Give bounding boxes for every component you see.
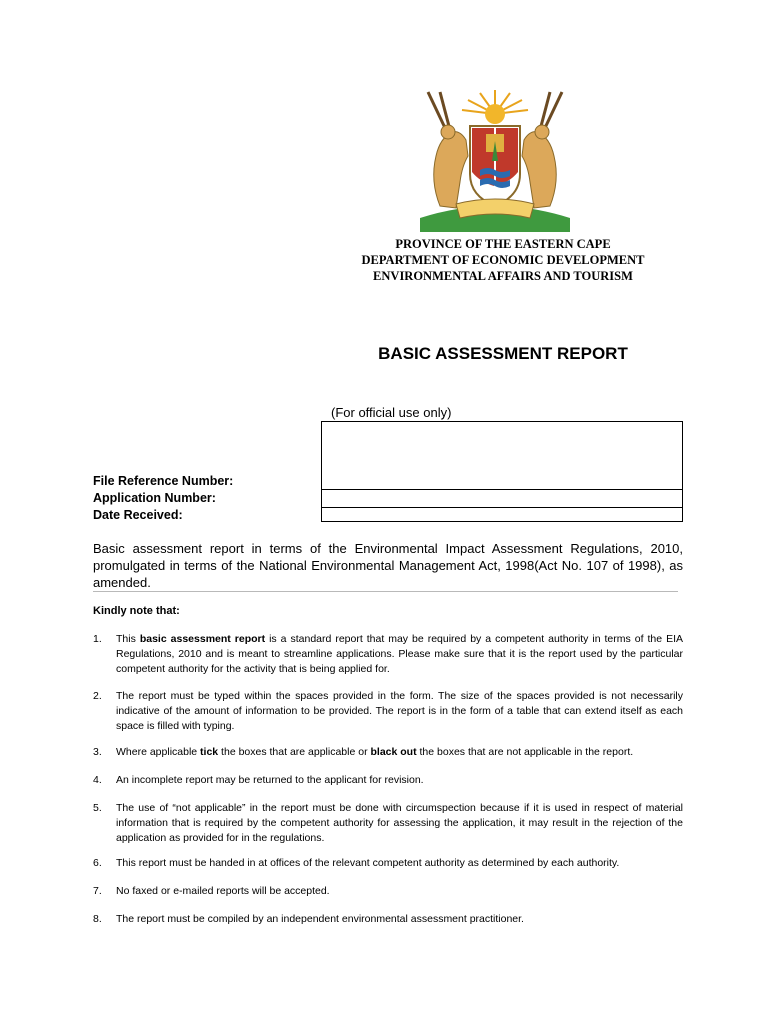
note-item <box>93 912 683 927</box>
application-number-label: Application Number: <box>93 491 216 505</box>
note-text: No faxed or e-mailed reports will be accepted. <box>116 885 330 897</box>
note-item <box>93 884 683 899</box>
note-number: 2. <box>93 690 102 702</box>
note-number: 5. <box>93 802 102 814</box>
note-text: The report must be compiled by an independent environmental assessment practitioner. <box>116 913 524 925</box>
note-number: 8. <box>93 913 102 925</box>
official-use-box <box>321 421 683 522</box>
note-number: 3. <box>93 746 102 758</box>
note-text: This report must be handed in at offices of the relevant competent authority as determined by each authority. <box>116 857 620 869</box>
note-text: This basic assessment report is a standard report that may be required by a competent authority in terms of the EIA Regulations, 2010 and is meant to streamline applications. Please make sure that it is the report used by the particular competent authority for the activity that is being applied for. <box>116 633 683 675</box>
divider <box>93 591 678 592</box>
report-title: BASIC ASSESSMENT REPORT <box>378 344 628 363</box>
issuing-authority <box>322 236 684 284</box>
date-received-label: Date Received: <box>93 508 183 522</box>
note-item <box>93 801 683 846</box>
authority-line: DEPARTMENT OF ECONOMIC DEVELOPMENT <box>361 253 645 267</box>
coat-of-arms-logo <box>400 86 590 234</box>
note-text: The use of “not applicable” in the report must be done with circumspection because if it is used in respect of material information that is required by the competent authority for assessing the application, it may result in the rejection of the application as provided for in the regulations. <box>116 802 683 844</box>
official-use-cell <box>322 422 682 490</box>
note-item <box>93 689 683 734</box>
note-number: 7. <box>93 885 102 897</box>
note-text: Where applicable tick the boxes that are applicable or black out the boxes that are not applicable in the report. <box>116 746 634 758</box>
authority-line: PROVINCE OF THE EASTERN CAPE <box>395 237 611 251</box>
intro-paragraph: Basic assessment report in terms of the Environmental Impact Assessment Regulations, 2010, promulgated in terms of the National Environmental Management Act, 1998(Act No. 107 of 1998), as amended. <box>93 541 683 590</box>
note-item <box>93 856 683 871</box>
notes-heading: Kindly note that: <box>93 605 180 617</box>
note-number: 1. <box>93 633 102 645</box>
note-item <box>93 632 683 677</box>
note-text: The report must be typed within the spaces provided in the form. The size of the spaces provided is not necessarily indicative of the amount of information to be provided. The report is in the form of a table that can extend itself as each space is filled with typing. <box>116 690 683 732</box>
note-number: 4. <box>93 774 102 786</box>
authority-line: ENVIRONMENTAL AFFAIRS AND TOURISM <box>373 269 633 283</box>
note-item <box>93 773 683 788</box>
application-number-cell <box>322 489 682 508</box>
note-number: 6. <box>93 857 102 869</box>
official-use-label: (For official use only) <box>331 405 452 420</box>
official-fields <box>93 473 233 524</box>
note-text: An incomplete report may be returned to the applicant for revision. <box>116 774 424 786</box>
note-item <box>93 745 683 760</box>
file-reference-label: File Reference Number: <box>93 474 234 488</box>
